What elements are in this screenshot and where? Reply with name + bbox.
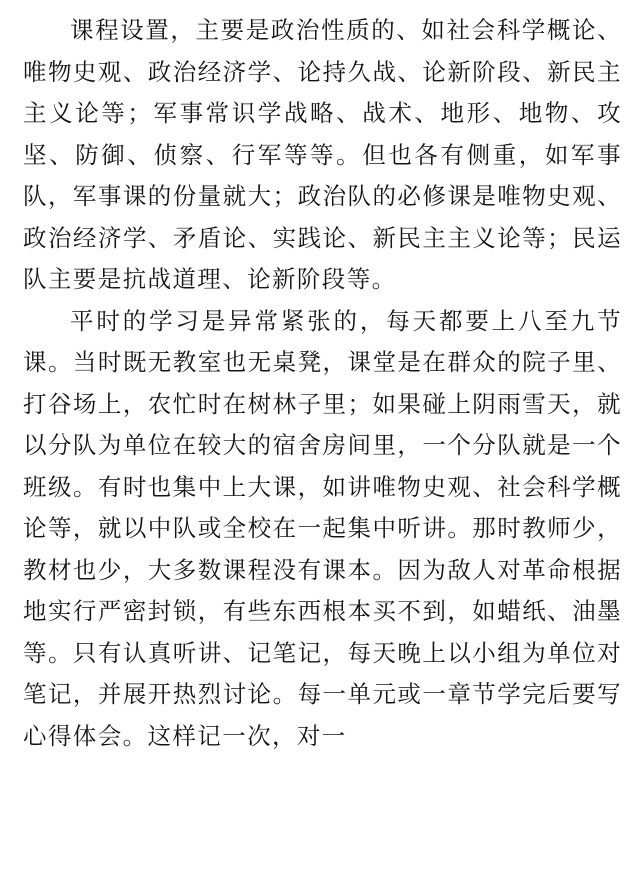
paragraph-course-settings: 课程设置，主要是政治性质的、如社会科学概论、唯物史观、政治经济学、论持久战、论新阶段、新民主主义论等；军事常识学战略、战术、地形、地物、攻坚、防御、侦察、行军等等。但也各有侧重，如军事队，军事课的份量就大；政治队的必修课是唯物史观、政治经济学、矛盾论、实践论、新民主主义论等；民运队主要是抗战道理、论新阶段等。 xyxy=(23,16,622,293)
paragraph-daily-study: 平时的学习是异常紧张的，每天都要上八至九节课。当时既无教室也无桌凳，课堂是在群众的院子里、打谷场上，农忙时在树林子里；如果碰上阴雨雪天，就以分队为单位在较大的宿舍房间里，一个分队就是一个班级。有时也集中上大课，如讲唯物史观、社会科学概论等，就以中队或全校在一起集中听讲。那时教师少，教材也少，大多数课程没有课本。因为敌人对革命根据地实行严密封锁，有些东西根本买不到，如蜡纸、油墨等。只有认真听讲、记笔记，每天晚上以小组为单位对笔记，并展开热烈讨论。每一单元或一章节学完后要写心得体会。这样记一次，对一 xyxy=(23,306,622,750)
